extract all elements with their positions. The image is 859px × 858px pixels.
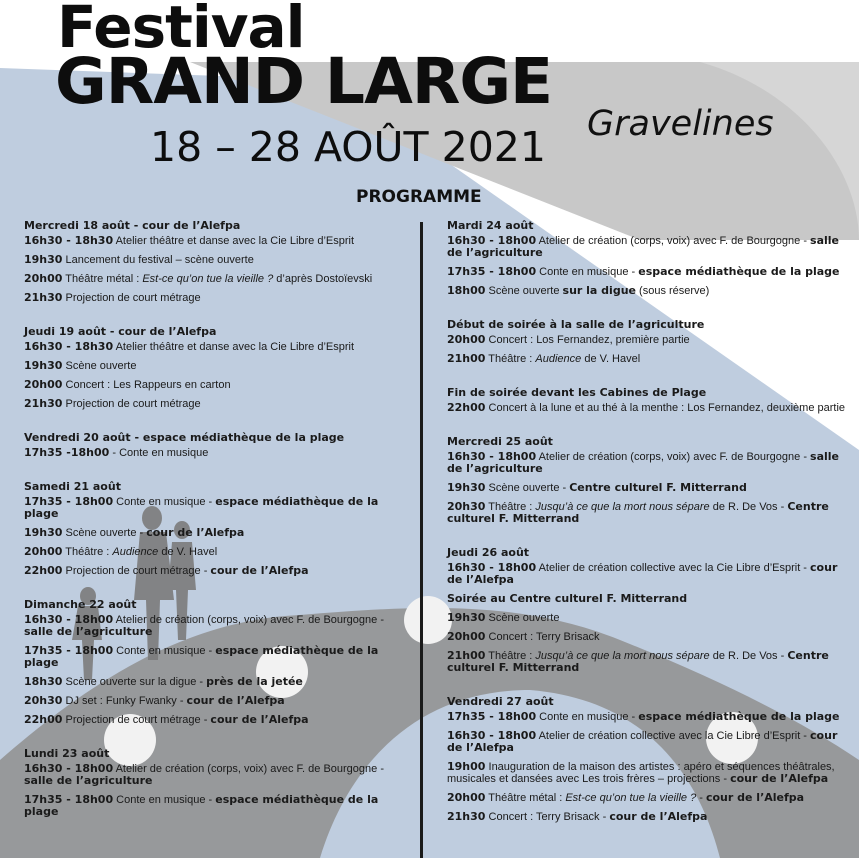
event-line: [447, 811, 847, 823]
day-block: [24, 598, 410, 726]
event-line: [447, 562, 847, 586]
event-location: cour de l’Alefpa: [730, 772, 829, 785]
event-line: [24, 763, 410, 787]
event-line: [447, 631, 847, 643]
event-line: [447, 593, 847, 605]
event-line: [447, 482, 847, 494]
day-heading: Lundi 23 août: [24, 747, 110, 760]
event-time: 17h35 - 18h00: [24, 793, 114, 806]
event-text: Concert : Terry Brisack -: [485, 811, 610, 823]
event-location: Centre culturel F. Mitterrand: [447, 500, 829, 525]
event-location: cour de l’Alefpa: [705, 791, 805, 804]
event-location: salle de l’agriculture: [447, 234, 840, 259]
event-line: [24, 379, 410, 391]
event-time: 16h30 - 18h00: [447, 729, 537, 742]
event-location: espace médiathèque de la plage: [638, 265, 840, 278]
event-line: [24, 565, 410, 577]
event-text: de V. Havel: [158, 546, 218, 558]
event-line: [24, 360, 410, 372]
event-text: de V. Havel: [581, 353, 641, 365]
event-time: 19h30: [24, 526, 63, 539]
event-work-title: Est-ce qu’on tue la vieille ?: [142, 273, 274, 285]
event-time: 20h00: [447, 791, 486, 804]
programme-left-column: [24, 219, 410, 825]
event-text: de R. De Vos -: [709, 650, 788, 662]
event-text: Projection de court métrage -: [62, 565, 211, 577]
event-time: 19h30: [24, 253, 63, 266]
event-time: 16h30 - 18h30: [24, 234, 114, 247]
event-location: sur la digue: [562, 284, 636, 297]
event-time: 21h00: [447, 352, 486, 365]
day-block: [24, 747, 410, 818]
day-heading: Jeudi 19 août - cour de l’Alefpa: [24, 325, 217, 338]
event-text: Atelier de création (corps, voix) avec F. de Bourgogne -: [536, 451, 811, 463]
day-heading: Vendredi 27 août: [447, 695, 554, 708]
event-text: Atelier de création collective avec la Cie Libre d’Esprit -: [536, 730, 811, 742]
event-time: 20h00: [447, 333, 486, 346]
event-time: 19h30: [447, 611, 486, 624]
event-location: espace médiathèque de la plage: [24, 495, 379, 520]
event-time: 16h30 - 18h00: [24, 762, 114, 775]
event-work-title: Jusqu’à ce que la mort nous sépare: [535, 501, 710, 513]
event-line: [447, 285, 847, 297]
event-text: Scène ouverte: [62, 360, 137, 372]
event-time: 21h30: [447, 810, 486, 823]
day-heading: Vendredi 20 août - espace médiathèque de la plage: [24, 431, 345, 444]
event-text: - Conte en musique: [109, 447, 209, 459]
day-block: [447, 546, 847, 674]
event-line: [447, 730, 847, 754]
event-time: 22h00: [24, 564, 63, 577]
event-time: 16h30 - 18h00: [447, 450, 537, 463]
event-text: Atelier de création (corps, voix) avec F. de Bourgogne -: [536, 235, 811, 247]
event-text: Théâtre :: [485, 650, 536, 662]
event-time: 16h30 - 18h00: [447, 561, 537, 574]
event-text: Inauguration de la maison des artistes : apéro et séquences théâtrales, musicales et dansées avec Les trois frères – projections -: [447, 761, 835, 785]
event-text: Atelier de création collective avec la Cie Libre d’Esprit -: [536, 562, 811, 574]
day-heading: Jeudi 26 août: [447, 546, 530, 559]
event-text: Conte en musique -: [536, 711, 639, 723]
event-line: [24, 527, 410, 539]
event-line: [24, 695, 410, 707]
event-time: 16h30 - 18h00: [447, 234, 537, 247]
programme-right-column: [447, 219, 847, 830]
event-line: [447, 353, 847, 365]
event-time: 22h00: [447, 401, 486, 414]
event-time: 18h30: [24, 675, 63, 688]
event-time: 17h35 - 18h00: [447, 710, 537, 723]
day-heading: Début de soirée à la salle de l’agriculture: [447, 318, 705, 331]
event-location: cour de l’Alefpa: [447, 561, 838, 586]
event-text: Scène ouverte -: [62, 527, 147, 539]
event-line: [24, 794, 410, 818]
festival-title: Festival: [57, 0, 305, 61]
event-time: 17h35 - 18h00: [24, 495, 114, 508]
event-time: 16h30 - 18h00: [24, 613, 114, 626]
event-text: Scène ouverte: [485, 285, 563, 297]
day-block: [447, 435, 847, 525]
event-text: Lancement du festival – scène ouverte: [62, 254, 254, 266]
event-line: [24, 398, 410, 410]
event-time: 19h00: [447, 760, 486, 773]
event-time: 17h35 - 18h00: [24, 644, 114, 657]
event-text: DJ set : Funky Fwanky -: [62, 695, 187, 707]
column-divider: [420, 222, 423, 858]
event-time: 19h30: [447, 481, 486, 494]
festival-name: GRAND LARGE: [55, 45, 553, 118]
event-text: Projection de court métrage: [62, 398, 201, 410]
event-time: 17h35 -18h00: [24, 446, 110, 459]
event-text: Scène ouverte -: [485, 482, 570, 494]
event-location: cour de l’Alefpa: [186, 694, 285, 707]
event-time: 22h00: [24, 713, 63, 726]
event-time: 20h00: [24, 545, 63, 558]
event-time: 21h30: [24, 291, 63, 304]
event-time: 20h30: [24, 694, 63, 707]
event-line: [24, 341, 410, 353]
event-line: [24, 496, 410, 520]
day-heading: Mercredi 18 août - cour de l’Alefpa: [24, 219, 241, 232]
event-line: [447, 792, 847, 804]
event-time: 16h30 - 18h30: [24, 340, 114, 353]
event-location: Soirée au Centre culturel F. Mitterrand: [447, 592, 688, 605]
event-text: Projection de court métrage -: [62, 714, 211, 726]
day-block: [24, 480, 410, 577]
day-heading: Mardi 24 août: [447, 219, 534, 232]
event-time: 18h00: [447, 284, 486, 297]
event-text: Scène ouverte sur la digue -: [62, 676, 207, 688]
event-line: [447, 334, 847, 346]
event-line: [24, 645, 410, 669]
event-text: (sous réserve): [635, 285, 710, 297]
event-line: [447, 501, 847, 525]
event-work-title: Est-ce qu’on tue la vieille ?: [565, 792, 697, 804]
event-line: [24, 676, 410, 688]
event-line: [24, 714, 410, 726]
event-line: [24, 273, 410, 285]
event-location: près de la jetée: [206, 675, 303, 688]
event-location: salle de l’agriculture: [447, 450, 840, 475]
day-block: [24, 219, 410, 304]
day-heading: Mercredi 25 août: [447, 435, 553, 448]
event-text: Conte en musique -: [113, 794, 216, 806]
event-location: cour de l’Alefpa: [146, 526, 245, 539]
event-text: de R. De Vos -: [709, 501, 788, 513]
event-text: Conte en musique -: [113, 496, 216, 508]
event-line: [24, 292, 410, 304]
day-block: [447, 219, 847, 297]
event-time: 17h35 - 18h00: [447, 265, 537, 278]
programme-heading: PROGRAMME: [356, 187, 482, 207]
event-work-title: Audience: [535, 353, 582, 365]
day-heading: Fin de soirée devant les Cabines de Plage: [447, 386, 707, 399]
event-location: cour de l’Alefpa: [210, 564, 309, 577]
event-line: [447, 711, 847, 723]
event-line: [447, 761, 847, 785]
event-line: [24, 447, 410, 459]
event-text: Théâtre :: [485, 353, 536, 365]
event-location: espace médiathèque de la plage: [638, 710, 840, 723]
event-text: Théâtre :: [485, 501, 536, 513]
event-text: Conte en musique -: [536, 266, 639, 278]
day-block: [447, 318, 847, 365]
event-line: [447, 612, 847, 624]
event-time: 20h30: [447, 500, 486, 513]
event-text: Conte en musique -: [113, 645, 216, 657]
event-location: salle de l’agriculture: [24, 625, 153, 638]
event-time: 20h00: [24, 378, 63, 391]
event-work-title: Audience: [112, 546, 159, 558]
event-time: 21h30: [24, 397, 63, 410]
event-text: -: [696, 792, 706, 804]
event-text: Atelier de création (corps, voix) avec F. de Bourgogne -: [113, 614, 384, 626]
event-time: 19h30: [24, 359, 63, 372]
event-text: Théâtre métal :: [62, 273, 143, 285]
event-line: [24, 614, 410, 638]
event-work-title: Jusqu’à ce que la mort nous sépare: [535, 650, 710, 662]
festival-city: Gravelines: [587, 104, 774, 144]
event-location: cour de l’Alefpa: [447, 729, 838, 754]
day-block: [447, 386, 847, 414]
event-location: Centre culturel F. Mitterrand: [447, 649, 829, 674]
light-circle: [404, 596, 452, 644]
event-line: [24, 546, 410, 558]
day-heading: Dimanche 22 août: [24, 598, 137, 611]
event-text: Concert : Les Rappeurs en carton: [62, 379, 231, 391]
event-line: [24, 235, 410, 247]
event-line: [447, 402, 847, 414]
event-text: Atelier théâtre et danse avec la Cie Libre d’Esprit: [113, 341, 355, 353]
day-block: [24, 325, 410, 410]
event-text: Théâtre métal :: [485, 792, 566, 804]
festival-dates: 18 – 28 AOÛT 2021: [150, 123, 546, 171]
event-line: [447, 650, 847, 674]
event-line: [447, 451, 847, 475]
event-time: 20h00: [447, 630, 486, 643]
event-location: cour de l’Alefpa: [210, 713, 309, 726]
event-text: Concert : Terry Brisack: [485, 631, 600, 643]
event-text: Concert : Los Fernandez, première partie: [485, 334, 690, 346]
event-text: d’après Dostoïevski: [273, 273, 373, 285]
event-text: Théâtre :: [62, 546, 113, 558]
event-location: salle de l’agriculture: [24, 774, 153, 787]
event-location: espace médiathèque de la plage: [24, 644, 379, 669]
event-location: Centre culturel F. Mitterrand: [569, 481, 747, 494]
event-text: Atelier théâtre et danse avec la Cie Libre d’Esprit: [113, 235, 355, 247]
day-block: [24, 431, 410, 459]
day-block: [447, 695, 847, 823]
event-text: Atelier de création (corps, voix) avec F. de Bourgogne -: [113, 763, 384, 775]
event-line: [24, 254, 410, 266]
event-location: espace médiathèque de la plage: [24, 793, 379, 818]
event-text: Concert à la lune et au thé à la menthe : Los Fernandez, deuxième partie: [485, 402, 846, 414]
event-text: Scène ouverte: [485, 612, 560, 624]
event-time: 21h00: [447, 649, 486, 662]
event-line: [447, 235, 847, 259]
event-time: 20h00: [24, 272, 63, 285]
event-line: [447, 266, 847, 278]
event-location: cour de l’Alefpa: [609, 810, 708, 823]
event-text: Projection de court métrage: [62, 292, 201, 304]
day-heading: Samedi 21 août: [24, 480, 121, 493]
